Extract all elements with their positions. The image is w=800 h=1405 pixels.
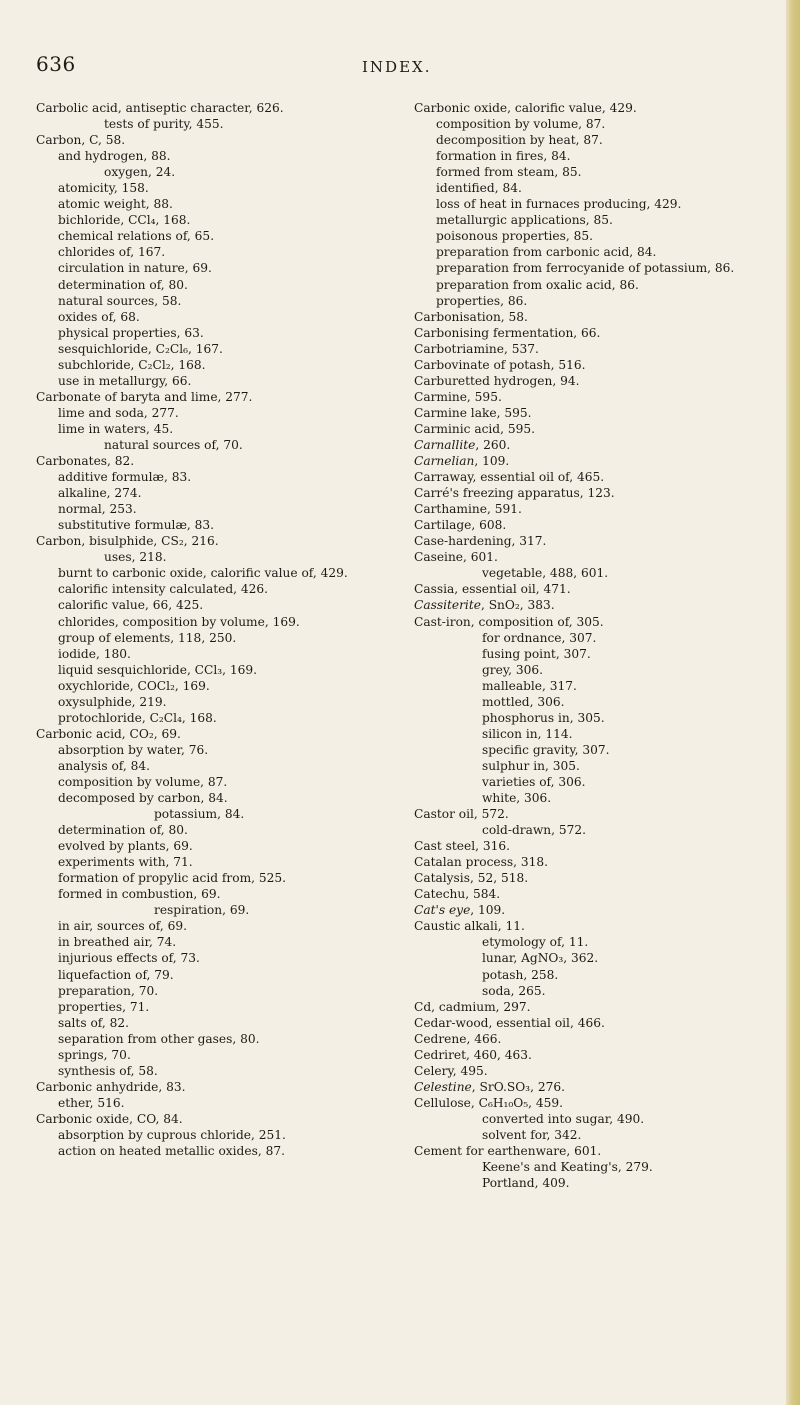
index-entry: Carbonic anhydride, 83.: [36, 1079, 186, 1094]
index-entry: Celery, 495.: [414, 1063, 488, 1078]
index-entry: Carbonic oxide, CO, 84.: [36, 1111, 183, 1126]
index-entry: liquefaction of, 79.: [58, 967, 174, 982]
index-entry: malleable, 317.: [482, 678, 577, 693]
running-head: INDEX.: [362, 58, 432, 76]
index-entry: Cellulose, C₆H₁₀O₅, 459.: [414, 1095, 564, 1110]
index-entry: Cassiterite, SnO₂, 383.: [414, 598, 555, 613]
index-entry: for ordnance, 307.: [482, 630, 597, 645]
index-entry: normal, 253.: [58, 502, 137, 517]
index-entry: decomposed by carbon, 84.: [58, 791, 228, 806]
index-entry: varieties of, 306.: [482, 774, 586, 789]
index-entry: white, 306.: [482, 791, 552, 806]
index-entry: Cedrene, 466.: [414, 1031, 502, 1046]
index-entry: determination of, 80.: [58, 823, 188, 838]
index-entry: Carbonic acid, CO₂, 69.: [36, 726, 181, 741]
index-entry: formed in combustion, 69.: [58, 887, 221, 902]
index-entry: solvent for, 342.: [482, 1128, 582, 1142]
index-entry: Carminic acid, 595.: [414, 421, 535, 436]
index-entry: oxychloride, COCl₂, 169.: [58, 678, 210, 693]
index-entry: phosphorus in, 305.: [482, 710, 605, 725]
index-entry: atomic weight, 88.: [58, 197, 173, 212]
index-entry: Cd, cadmium, 297.: [414, 999, 531, 1014]
index-entry: Carraway, essential oil of, 465.: [414, 470, 605, 485]
index-entry: loss of heat in furnaces producing, 429.: [436, 197, 682, 212]
index-entry: Castor oil, 572.: [414, 807, 509, 822]
index-entry: Cast steel, 316.: [414, 839, 510, 854]
index-entry: chemical relations of, 65.: [58, 229, 215, 244]
index-entry: mottled, 306.: [482, 694, 565, 709]
index-entry: Cedar-wood, essential oil, 466.: [414, 1015, 605, 1030]
index-entry: Cat's eye, 109.: [414, 903, 506, 918]
index-entry: formation of propylic acid from, 525.: [58, 871, 287, 886]
index-entry: calorific intensity calculated, 426.: [58, 582, 269, 597]
index-entry: Carmine lake, 595.: [414, 405, 532, 420]
index-entry: springs, 70.: [58, 1047, 131, 1062]
index-entry: analysis of, 84.: [58, 758, 150, 773]
index-entry: Cement for earthenware, 601.: [414, 1144, 602, 1159]
index-entry: potassium, 84.: [154, 807, 245, 822]
index-entry: substitutive formulæ, 83.: [58, 518, 215, 533]
index-entry: Caseine, 601.: [414, 550, 498, 565]
index-entry: Carbonising fermentation, 66.: [414, 325, 601, 340]
index-entry: Case-hardening, 317.: [414, 534, 547, 549]
index-entry: Carmine, 595.: [414, 389, 502, 404]
index-entry: Carbon, C, 58.: [36, 133, 126, 148]
index-entry: Carré's freezing apparatus, 123.: [414, 486, 615, 501]
index-entry: Portland, 409.: [482, 1176, 570, 1191]
index-entry: evolved by plants, 69.: [58, 839, 193, 854]
index-entry: formed from steam, 85.: [436, 165, 582, 180]
index-entry: group of elements, 118, 250.: [58, 630, 237, 645]
index-entry: converted into sugar, 490.: [482, 1111, 645, 1126]
index-entry: grey, 306.: [482, 662, 543, 677]
index-entry: Caustic alkali, 11.: [414, 919, 525, 934]
index-entry: metallurgic applications, 85.: [436, 213, 613, 228]
index-entry: vegetable, 488, 601.: [482, 566, 609, 581]
index-entry: uses, 218.: [104, 550, 167, 565]
index-entry: and hydrogen, 88.: [58, 149, 171, 164]
index-entry: lunar, AgNO₃, 362.: [482, 951, 599, 966]
index-entry: Carbovinate of potash, 516.: [414, 357, 586, 372]
index-entry: Carbonate of baryta and lime, 277.: [36, 389, 253, 404]
index-entry: Catechu, 584.: [414, 887, 501, 902]
index-entry: Cast-iron, composition of, 305.: [414, 614, 604, 629]
index-entry: potash, 258.: [482, 967, 559, 982]
index-entry: Cedriret, 460, 463.: [414, 1047, 532, 1062]
index-entry: silicon in, 114.: [482, 726, 573, 741]
index-entry: Keene's and Keating's, 279.: [482, 1160, 653, 1175]
index-entry: physical properties, 63.: [58, 325, 204, 340]
index-entry: Carbon, bisulphide, CS₂, 216.: [36, 534, 219, 549]
index-entry: decomposition by heat, 87.: [436, 133, 603, 148]
index-entry: absorption by water, 76.: [58, 742, 209, 757]
index-entry: Cassia, essential oil, 471.: [414, 582, 571, 597]
index-entry: injurious effects of, 73.: [58, 951, 200, 966]
index-entry: Carnelian, 109.: [414, 454, 510, 469]
index-entry: preparation from carbonic acid, 84.: [436, 245, 657, 260]
index-entry: experiments with, 71.: [58, 855, 193, 870]
index-entry: salts of, 82.: [58, 1015, 129, 1030]
page-number: 636: [36, 52, 76, 76]
index-entry: Carbonisation, 58.: [414, 309, 528, 324]
index-entry: Celestine, SrO.SO₃, 276.: [414, 1079, 565, 1094]
index-entry: Cartilage, 608.: [414, 518, 507, 533]
index-entry: protochloride, C₂Cl₄, 168.: [58, 710, 217, 725]
index-entry: fusing point, 307.: [482, 646, 591, 661]
index-column-left: [36, 100, 396, 1159]
index-entry: circulation in nature, 69.: [58, 261, 212, 276]
index-entry: Carbolic acid, antiseptic character, 626.: [36, 101, 284, 115]
index-entry: preparation from oxalic acid, 86.: [436, 277, 639, 292]
index-entry: atomicity, 158.: [58, 181, 149, 196]
index-entry: properties, 86.: [436, 293, 528, 308]
index-entry: poisonous properties, 85.: [436, 229, 593, 244]
index-entry: Carbotriamine, 537.: [414, 341, 539, 356]
index-entry: respiration, 69.: [154, 903, 250, 918]
index-entry: natural sources, 58.: [58, 293, 182, 308]
index-entry: Carnallite, 260.: [414, 437, 511, 452]
index-entry: identified, 84.: [436, 181, 522, 196]
index-entry: oxysulphide, 219.: [58, 694, 167, 709]
index-entry: separation from other gases, 80.: [58, 1031, 260, 1046]
index-entry: tests of purity, 455.: [104, 117, 224, 132]
page-edge: [786, 0, 800, 1405]
index-entry: soda, 265.: [482, 983, 546, 998]
index-column-right: [414, 100, 766, 1191]
index-entry: cold-drawn, 572.: [482, 823, 587, 838]
index-entry: liquid sesquichloride, CCl₃, 169.: [58, 662, 258, 677]
index-entry: additive formulæ, 83.: [58, 470, 192, 485]
index-entry: Carbonates, 82.: [36, 454, 135, 469]
index-entry: Catalysis, 52, 518.: [414, 871, 529, 886]
index-entry: preparation from ferrocyanide of potassium, 86.: [436, 261, 735, 276]
index-entry: specific gravity, 307.: [482, 742, 610, 757]
index-entry: calorific value, 66, 425.: [58, 598, 204, 613]
index-entry: Carbonic oxide, calorific value, 429.: [414, 101, 637, 115]
index-entry: natural sources of, 70.: [104, 437, 243, 452]
index-entry: Carburetted hydrogen, 94.: [414, 373, 580, 388]
index-entry: burnt to carbonic oxide, calorific value of, 429.: [58, 566, 348, 581]
index-entry: use in metallurgy, 66.: [58, 373, 192, 388]
index-entry: etymology of, 11.: [482, 935, 589, 950]
index-entry: properties, 71.: [58, 999, 150, 1014]
index-entry: subchloride, C₂Cl₂, 168.: [58, 357, 206, 372]
index-entry: absorption by cuprous chloride, 251.: [58, 1128, 286, 1142]
index-entry: formation in fires, 84.: [436, 149, 571, 164]
index-entry: ether, 516.: [58, 1095, 125, 1110]
index-entry: sulphur in, 305.: [482, 758, 580, 773]
index-entry: chlorides of, 167.: [58, 245, 166, 260]
index-entry: synthesis of, 58.: [58, 1063, 158, 1078]
index-entry: preparation, 70.: [58, 983, 159, 998]
index-entry: oxides of, 68.: [58, 309, 140, 324]
index-entry: oxygen, 24.: [104, 165, 176, 180]
index-entry: alkaline, 274.: [58, 486, 142, 501]
index-entry: Catalan process, 318.: [414, 855, 549, 870]
index-entry: chlorides, composition by volume, 169.: [58, 614, 300, 629]
index-entry: lime and soda, 277.: [58, 405, 179, 420]
index-entry: composition by volume, 87.: [58, 774, 228, 789]
index-entry: iodide, 180.: [58, 646, 131, 661]
index-entry: Carthamine, 591.: [414, 502, 522, 517]
index-entry: in breathed air, 74.: [58, 935, 177, 950]
index-entry: sesquichloride, C₂Cl₆, 167.: [58, 341, 223, 356]
index-entry: bichloride, CCl₄, 168.: [58, 213, 191, 228]
index-entry: determination of, 80.: [58, 277, 188, 292]
index-entry: composition by volume, 87.: [436, 117, 606, 132]
index-entry: lime in waters, 45.: [58, 421, 174, 436]
index-entry: action on heated metallic oxides, 87.: [58, 1144, 285, 1159]
index-entry: in air, sources of, 69.: [58, 919, 187, 934]
